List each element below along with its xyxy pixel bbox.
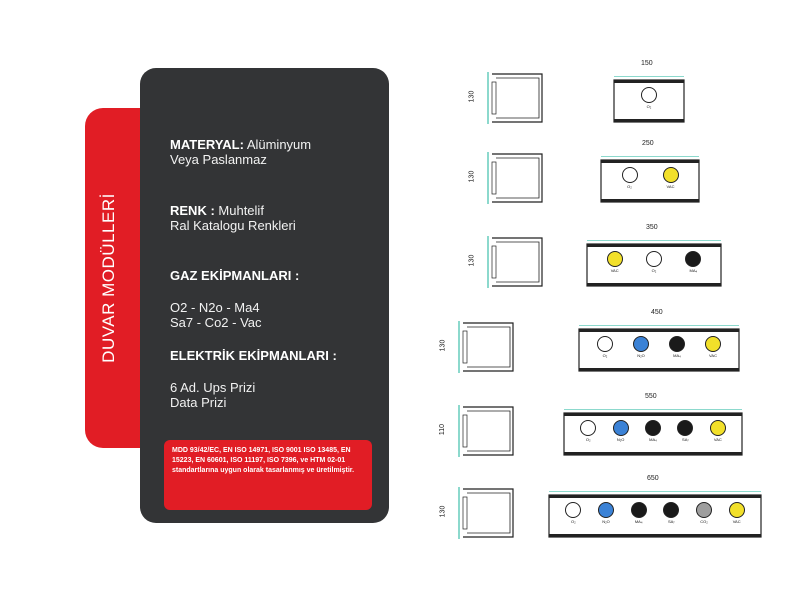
module-side-view: [453, 405, 523, 465]
gas-outlet-2: [633, 336, 649, 352]
gas-outlet-label: O₂: [651, 268, 657, 273]
module-width-label: 450: [651, 309, 663, 316]
gas-outlet-label: O₂: [570, 519, 576, 524]
gas-outlet-label: N₂O: [602, 519, 610, 524]
module-side-view: [453, 487, 523, 547]
gas-outlet-label: N₂O: [637, 353, 645, 358]
module-height-label: 130: [468, 170, 476, 183]
module-width-label: 150: [641, 60, 653, 67]
electric-title: ELEKTRİK EKİPMANLARI :: [170, 348, 337, 363]
gas-outlet-label: VAC: [666, 184, 675, 189]
electric-section: [170, 380, 255, 410]
gas-outlet-label: SA₇: [667, 519, 675, 524]
gas-outlet-label: VAC: [732, 519, 741, 524]
gas-title: GAZ EKİPMANLARI :: [170, 268, 300, 283]
gas-outlet-label: VAC: [713, 437, 722, 442]
gas-outlet-label: O₂: [627, 184, 632, 189]
gas-outlet-label: MA₄: [649, 437, 657, 442]
gas-outlet-4: [705, 336, 721, 352]
module-height-label: 130: [439, 339, 447, 352]
module-width-label: 350: [646, 224, 658, 231]
module-width-label: 650: [647, 475, 659, 482]
gas-outlet-label: O₂: [585, 437, 591, 442]
electric-line1: 6 Ad. Ups Prizi: [170, 380, 256, 395]
gas-outlet-label: SA₇: [682, 437, 689, 442]
material-title: MATERYAL:: [170, 137, 244, 152]
electric-line2: Data Prizi: [170, 395, 227, 410]
material-value2: Veya Paslanmaz: [170, 152, 267, 167]
gas-outlet-label: N₂O: [616, 437, 625, 442]
gas-outlet-label: CO₂: [700, 519, 708, 524]
gas-section: [170, 300, 262, 330]
module-side-view: [482, 236, 552, 296]
module-width-label: 550: [645, 393, 657, 400]
material-section: [170, 137, 311, 167]
gas-outlet-5: [710, 420, 726, 436]
module-side-view: [453, 321, 523, 381]
gas-outlet-label: O₂: [646, 104, 652, 109]
electric-title-wrap: [170, 348, 337, 363]
gas-outlet-2: [598, 502, 614, 518]
gas-outlet-6: [729, 502, 745, 518]
color-value2: Ral Katalogu Renkleri: [170, 218, 296, 233]
gas-outlet-3: [645, 420, 661, 436]
gas-line2: Sa7 - Co2 - Vac: [170, 315, 262, 330]
gas-title-wrap: [170, 268, 299, 283]
module-side-view: [482, 152, 552, 212]
gas-outlet-label: MA₄: [689, 268, 698, 273]
module-height-label: 130: [468, 254, 476, 267]
gas-outlet-1: [607, 251, 623, 267]
module-front-view: [600, 156, 702, 204]
gas-outlet-1: [597, 336, 613, 352]
color-value1: Muhtelif: [218, 203, 264, 218]
info-card: [140, 68, 389, 523]
color-title: RENK :: [170, 203, 215, 218]
standards-note: MDD 93/42/EC, EN ISO 14971, ISO 9001 ISO 13485, EN 15223, EN 60601, ISO 11197, ISO 7396, ve HTM 02-01 standartlarına uygun olarak tasarlanmış ve üretilmiştir.: [164, 440, 372, 510]
gas-outlet-1: [641, 87, 657, 103]
color-section: [170, 203, 296, 233]
gas-outlet-label: O₂: [602, 353, 608, 358]
gas-outlet-5: [696, 502, 712, 518]
material-value1: Alüminyum: [246, 137, 312, 152]
module-height-label: 130: [468, 90, 476, 103]
gas-outlet-1: [622, 167, 638, 183]
gas-outlet-label: MA₄: [634, 519, 643, 524]
gas-outlet-2: [663, 167, 679, 183]
module-height-label: 110: [439, 423, 447, 436]
gas-outlet-label: MA₄: [673, 353, 681, 358]
gas-outlet-2: [646, 251, 662, 267]
gas-line1: O2 - N2o - Ma4: [170, 300, 260, 315]
side-title: DUVAR MODÜLLERİ: [99, 193, 118, 363]
gas-outlet-label: VAC: [610, 268, 619, 273]
gas-outlet-2: [613, 420, 629, 436]
module-width-label: 250: [642, 140, 654, 147]
module-height-label: 130: [439, 505, 447, 518]
gas-outlet-3: [631, 502, 647, 518]
gas-outlet-3: [669, 336, 685, 352]
module-side-view: [482, 72, 552, 132]
gas-outlet-label: VAC: [709, 353, 717, 358]
